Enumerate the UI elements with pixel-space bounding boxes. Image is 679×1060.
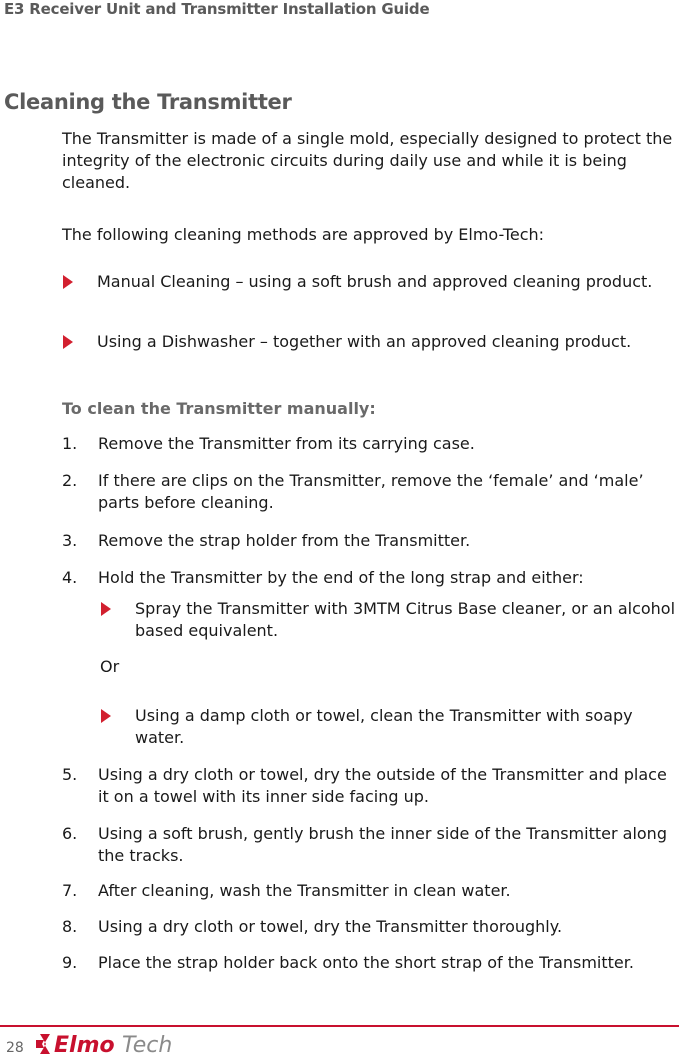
step-text: If there are clips on the Transmitter, remove the ‘female’ and ‘male’ parts before cleaning. xyxy=(98,471,644,512)
option-text: Using a damp cloth or towel, clean the Transmitter with soapy water. xyxy=(135,706,633,747)
method-bullet xyxy=(97,331,679,353)
step-text: After cleaning, wash the Transmitter in clean water. xyxy=(98,881,511,900)
intro-paragraph: The Transmitter is made of a single mold, especially designed to protect the integrity of the electronic circuits during daily use and while it is being cleaned. xyxy=(62,129,673,192)
bullet-triangle-icon xyxy=(63,275,73,289)
step4-option xyxy=(135,705,677,749)
step-text: Using a dry cloth or towel, dry the outside of the Transmitter and place it on a towel with its inner side facing up. xyxy=(98,765,667,806)
step-number: 2. xyxy=(62,471,78,490)
bullet-triangle-icon xyxy=(63,335,73,349)
step-text: Hold the Transmitter by the end of the long strap and either: xyxy=(98,568,584,587)
step4-option xyxy=(135,598,677,642)
bullet-triangle-icon xyxy=(101,709,111,723)
section-title: Cleaning the Transmitter xyxy=(4,90,292,114)
step-text: Remove the strap holder from the Transmitter. xyxy=(98,531,471,550)
step-number: 6. xyxy=(62,824,78,843)
page-number: 28 xyxy=(6,1040,24,1056)
method-text: Using a Dishwasher – together with an approved cleaning product. xyxy=(97,332,632,351)
method-text: Manual Cleaning – using a soft brush and approved cleaning product. xyxy=(97,272,653,291)
step-number: 3. xyxy=(62,531,78,550)
methods-intro: The following cleaning methods are approved by Elmo-Tech: xyxy=(62,225,545,244)
step-text: Using a dry cloth or towel, dry the Transmitter thoroughly. xyxy=(98,917,563,936)
step-number: 8. xyxy=(62,917,78,936)
option-text: Spray the Transmitter with 3MTM Citrus Base cleaner, or an alcohol based equivalent. xyxy=(135,599,676,640)
procedure-title: To clean the Transmitter manually: xyxy=(62,399,376,418)
step-number: 4. xyxy=(62,568,78,587)
step-number: 1. xyxy=(62,434,78,453)
step-number: 5. xyxy=(62,765,78,784)
step-number: 9. xyxy=(62,953,78,972)
elmotech-logo xyxy=(36,1030,186,1058)
logo-mark-icon xyxy=(36,1034,50,1054)
running-header: E3 Receiver Unit and Transmitter Installation Guide xyxy=(4,0,430,18)
method-bullet xyxy=(97,271,679,293)
step-number: 7. xyxy=(62,881,78,900)
step-text: Using a soft brush, gently brush the inner side of the Transmitter along the tracks. xyxy=(98,824,667,865)
step-text: Place the strap holder back onto the short strap of the Transmitter. xyxy=(98,953,634,972)
bullet-triangle-icon xyxy=(101,602,111,616)
logo-text-bold: Elmo xyxy=(54,1033,115,1058)
or-separator: Or xyxy=(100,657,120,676)
logo-text-light: Tech xyxy=(122,1033,173,1058)
footer-rule xyxy=(0,1025,679,1027)
step-text: Remove the Transmitter from its carrying case. xyxy=(98,434,475,453)
